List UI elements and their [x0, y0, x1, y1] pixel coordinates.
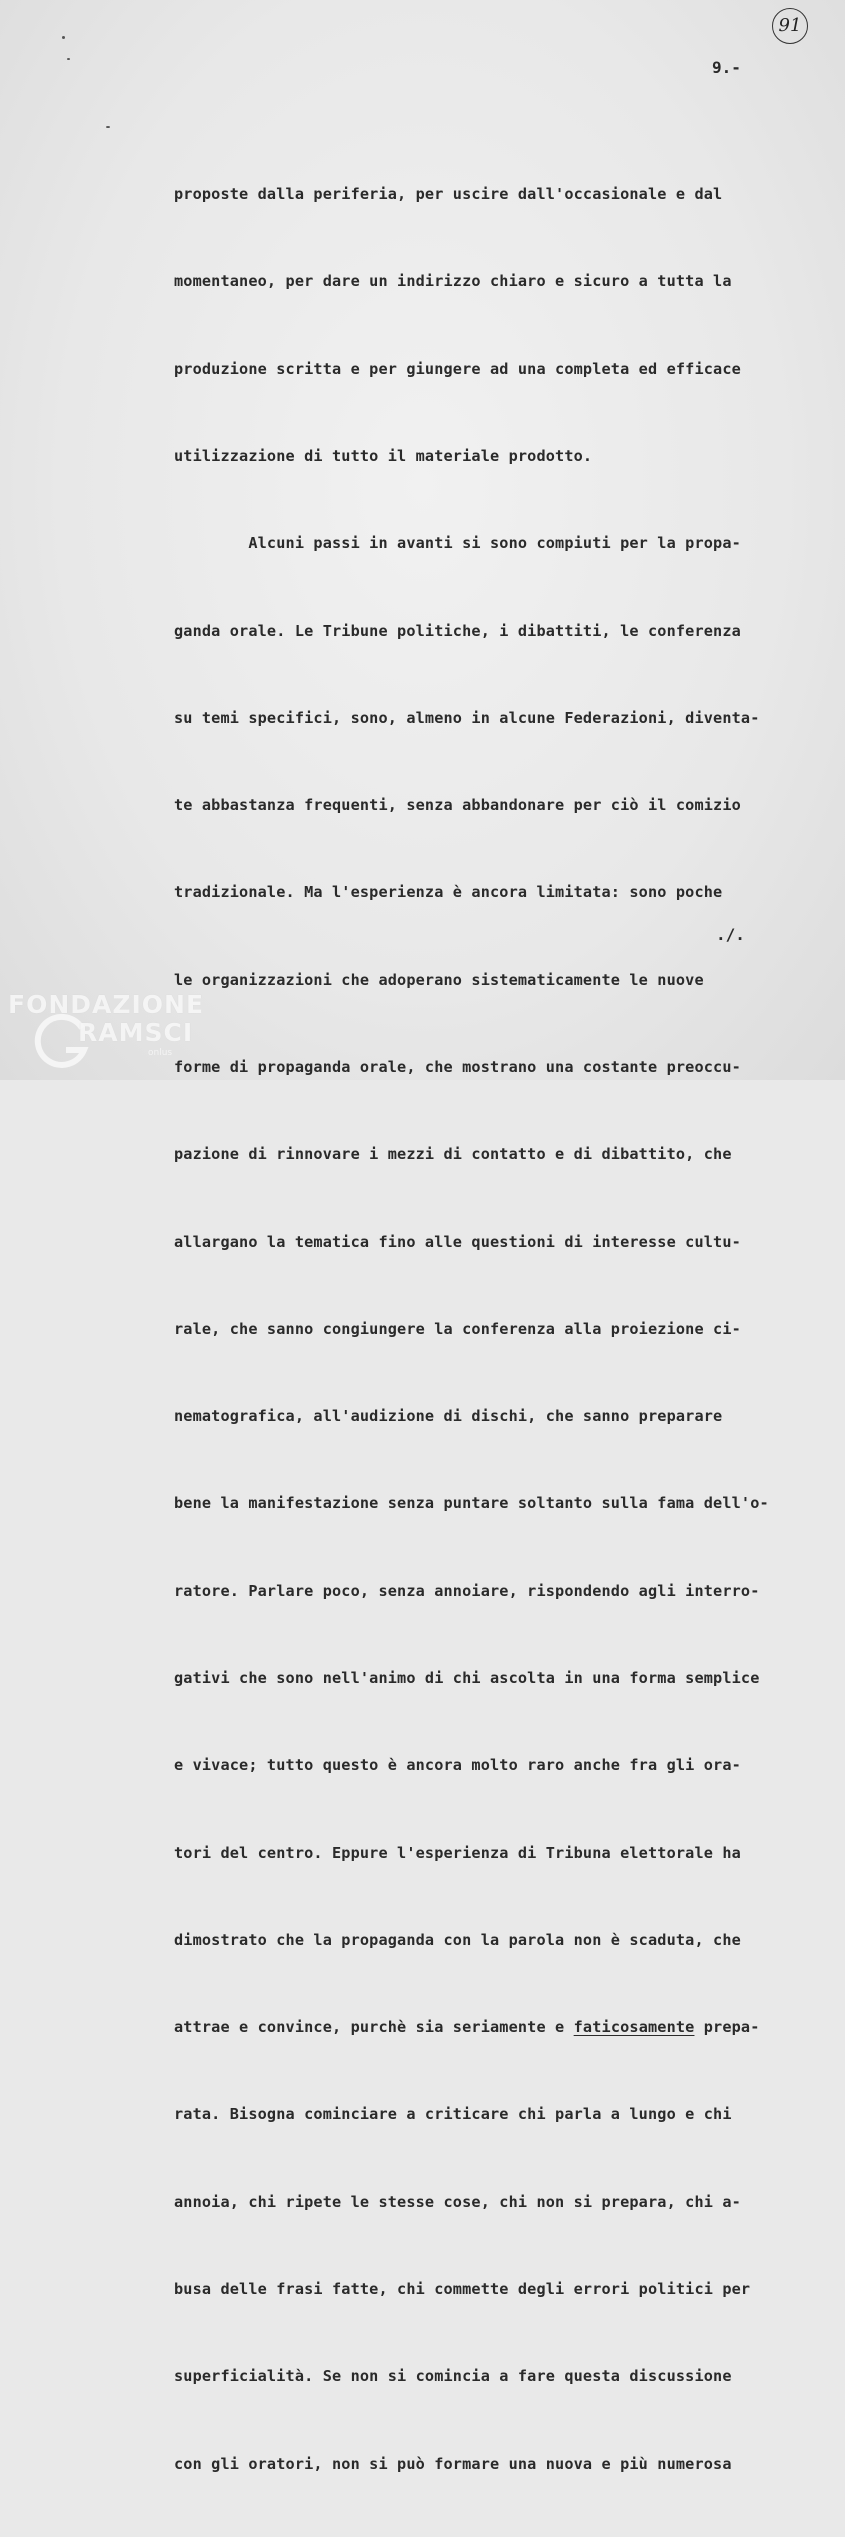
text-segment: prepa- — [694, 2018, 760, 2037]
text-line: nematografica, all'audizione di dischi, che sanno preparare — [174, 1407, 723, 1426]
text-line: ratore. Parlare poco, senza annoiare, rispondendo agli interro- — [174, 1581, 760, 1600]
text-line: produzione scritta e per giungere ad una completa ed efficace — [174, 359, 741, 378]
text-line: gativi che sono nell'animo di chi ascolta in una forma semplice — [174, 1668, 760, 1687]
watermark-subtitle: RAMSCI — [78, 1018, 194, 1047]
text-line: pazione di rinnovare i mezzi di contatto e di dibattito, che — [174, 1145, 732, 1164]
typewritten-body — [174, 122, 814, 2537]
text-line: utilizzazione di tutto il materiale prodotto. — [174, 447, 593, 466]
text-line: le organizzazioni che adoperano sistematicamente le nuove — [174, 970, 704, 989]
text-line: bene la manifestazione senza puntare soltanto sulla fama dell'o- — [174, 1494, 769, 1513]
watermark-onlus: onlus — [148, 1048, 173, 1058]
text-line: ganda orale. Le Tribune politiche, i dibattiti, le conferenza — [174, 621, 741, 640]
text-line: tradizionale. Ma l'esperienza è ancora limitata: sono poche — [174, 883, 723, 902]
text-line: con gli oratori, non si può formare una nuova e più numerosa — [174, 2454, 732, 2473]
text-line: annoia, chi ripete le stesse cose, chi non si prepara, chi a- — [174, 2192, 741, 2211]
text-line: rata. Bisogna cominciare a criticare chi parla a lungo e chi — [174, 2105, 732, 2124]
text-line-underlined — [174, 2013, 814, 2042]
text-line: e vivace; tutto questo è ancora molto raro anche fra gli ora- — [174, 1756, 741, 1775]
page-number: 9.- — [712, 58, 741, 77]
text-segment: attrae e convince, purchè sia seriamente e — [174, 2018, 574, 2037]
continuation-mark: ./. — [716, 925, 745, 944]
fondazione-gramsci-watermark — [8, 990, 228, 1070]
archive-number-stamp: 91 — [772, 8, 808, 44]
text-line: busa delle frasi fatte, chi commette degli errori politici per — [174, 2279, 751, 2298]
text-line: Alcuni passi in avanti si sono compiuti per la propa- — [174, 534, 741, 553]
text-line: te abbastanza frequenti, senza abbandonare per ciò il comizio — [174, 796, 741, 815]
text-line: proposte dalla periferia, per uscire dall'occasionale e dal — [174, 185, 723, 204]
paper-speck — [62, 36, 65, 39]
text-line: dimostrato che la propaganda con la parola non è scaduta, che — [174, 1930, 741, 1949]
watermark-title: FONDAZIONE — [8, 990, 205, 1019]
text-line: su temi specifici, sono, almeno in alcune Federazioni, diventa- — [174, 708, 760, 727]
text-line: forme di propaganda orale, che mostrano una costante preoccu- — [174, 1058, 741, 1076]
text-line: tori del centro. Eppure l'esperienza di Tribuna elettorale ha — [174, 1843, 741, 1862]
text-line: momentaneo, per dare un indirizzo chiaro e sicuro a tutta la — [174, 272, 732, 291]
underlined-word: faticosamente — [573, 2018, 695, 2037]
paper-speck — [67, 58, 70, 60]
text-line: superficialità. Se non si comincia a fare questa discussione — [174, 2367, 732, 2386]
text-line: rale, che sanno congiungere la conferenza alla proiezione ci- — [174, 1319, 741, 1338]
text-line: allargano la tematica fino alle questioni di interesse cultu- — [174, 1232, 741, 1251]
paper-speck — [106, 126, 110, 128]
